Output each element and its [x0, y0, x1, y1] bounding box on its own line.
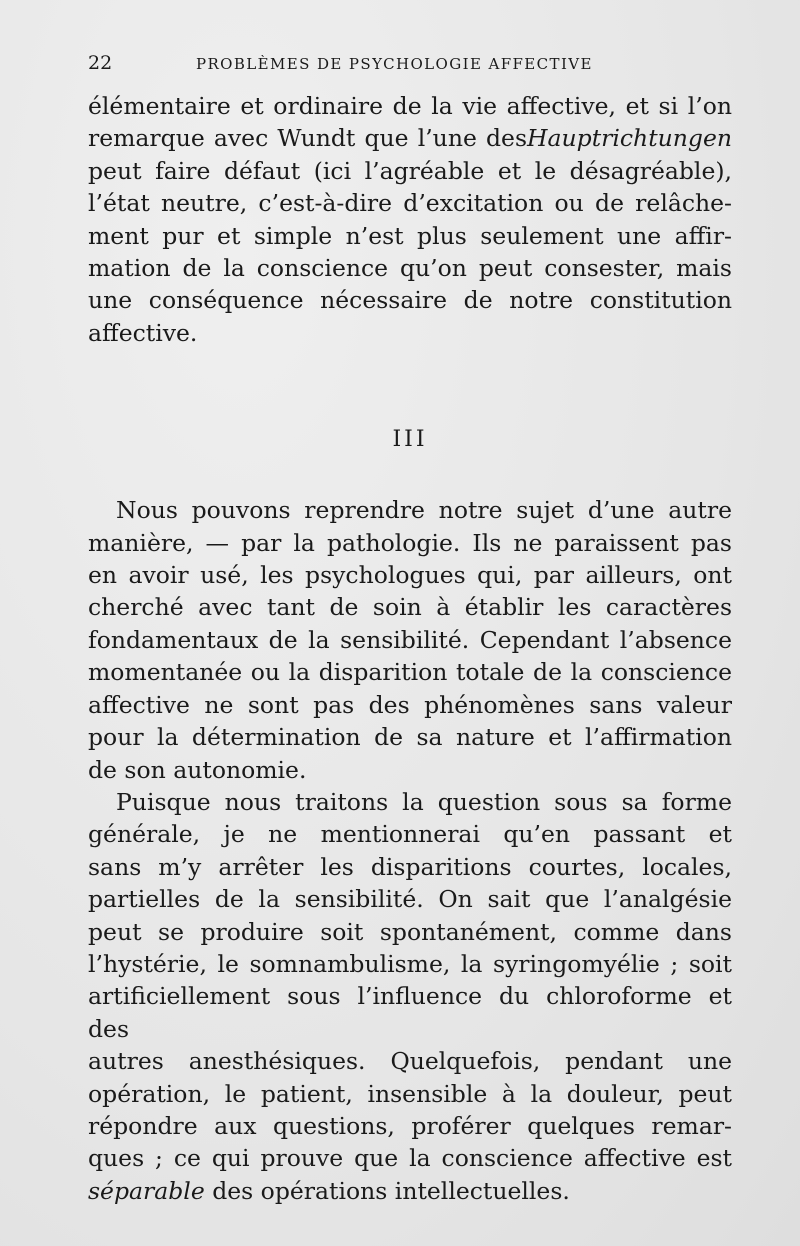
- text-line: [88, 122, 732, 154]
- text-line: fondamentaux de la sensibilité. Cependant l’absence: [88, 625, 732, 654]
- text-line: une conséquence nécessaire de notre constitution: [88, 286, 732, 315]
- text-line: de son autonomie.: [88, 755, 307, 784]
- text-line: en avoir usé, les psychologues qui, par ailleurs, ont: [88, 561, 732, 590]
- text-line: affective ne sont pas des phénomènes sans valeur: [88, 690, 732, 719]
- text-line: mation de la conscience qu’on peut consester, mais: [88, 254, 732, 283]
- text-line: momentanée ou la disparition totale de la conscience: [88, 658, 732, 687]
- text-line: répondre aux questions, proférer quelques remar-: [88, 1111, 732, 1140]
- running-title: PROBLÈMES DE PSYCHOLOGIE AFFECTIVE: [196, 55, 593, 73]
- text-line: peut faire défaut (ici l’agréable et le désagréable),: [88, 156, 732, 185]
- text-segment: remarque avec Wundt que l’une des: [88, 124, 528, 153]
- text-line: élémentaire et ordinaire de la vie affective, et si l’on: [88, 92, 732, 120]
- text-line: manière, — par la pathologie. Ils ne paraissent pas: [88, 528, 732, 557]
- page-number: 22: [88, 52, 113, 74]
- text-line: artificiellement sous l’influence du chloroforme et des: [88, 982, 732, 1043]
- text-segment: des opérations intellectuelles.: [204, 1176, 570, 1205]
- text-line: ques ; ce qui prouve que la conscience affective est: [88, 1144, 732, 1173]
- page-header: [88, 52, 732, 82]
- text-line: autres anesthésiques. Quelquefois, pendant une: [88, 1047, 732, 1076]
- text-line: cherché avec tant de soin à établir les caractères: [88, 593, 732, 622]
- text-line: [88, 1175, 732, 1207]
- paragraph-3: [88, 786, 732, 1207]
- text-line: générale, je ne mentionnerai qu’en passant et: [88, 820, 732, 849]
- text-line: l’état neutre, c’est-à-dire d’excitation ou de relâche-: [88, 189, 732, 218]
- book-page: [88, 52, 732, 1207]
- paragraph-2: [88, 494, 732, 786]
- text-line: pour la détermination de sa nature et l’affirmation: [88, 723, 732, 752]
- text-line: opération, le patient, insensible à la douleur, peut: [88, 1079, 732, 1108]
- text-line: affective.: [88, 318, 198, 347]
- italic-term: Hauptrichtungen: [527, 124, 732, 153]
- italic-term: séparable: [88, 1176, 205, 1205]
- text-line: peut se produire soit spontanément, comme dans: [88, 917, 732, 946]
- text-line: Nous pouvons reprendre notre sujet d’une autre: [116, 496, 732, 525]
- section-numeral: III: [392, 427, 428, 453]
- text-line: sans m’y arrêter les disparitions courtes, locales,: [88, 852, 732, 881]
- text-line: Puisque nous traitons la question sous sa forme: [116, 787, 732, 816]
- text-line: l’hystérie, le somnambulisme, la syringomyélie ; soit: [88, 949, 732, 978]
- text-line: ment pur et simple n’est plus seulement une affir-: [88, 221, 732, 250]
- paragraph-1: [88, 90, 732, 349]
- text-line: partielles de la sensibilité. On sait que l’analgésie: [88, 885, 732, 914]
